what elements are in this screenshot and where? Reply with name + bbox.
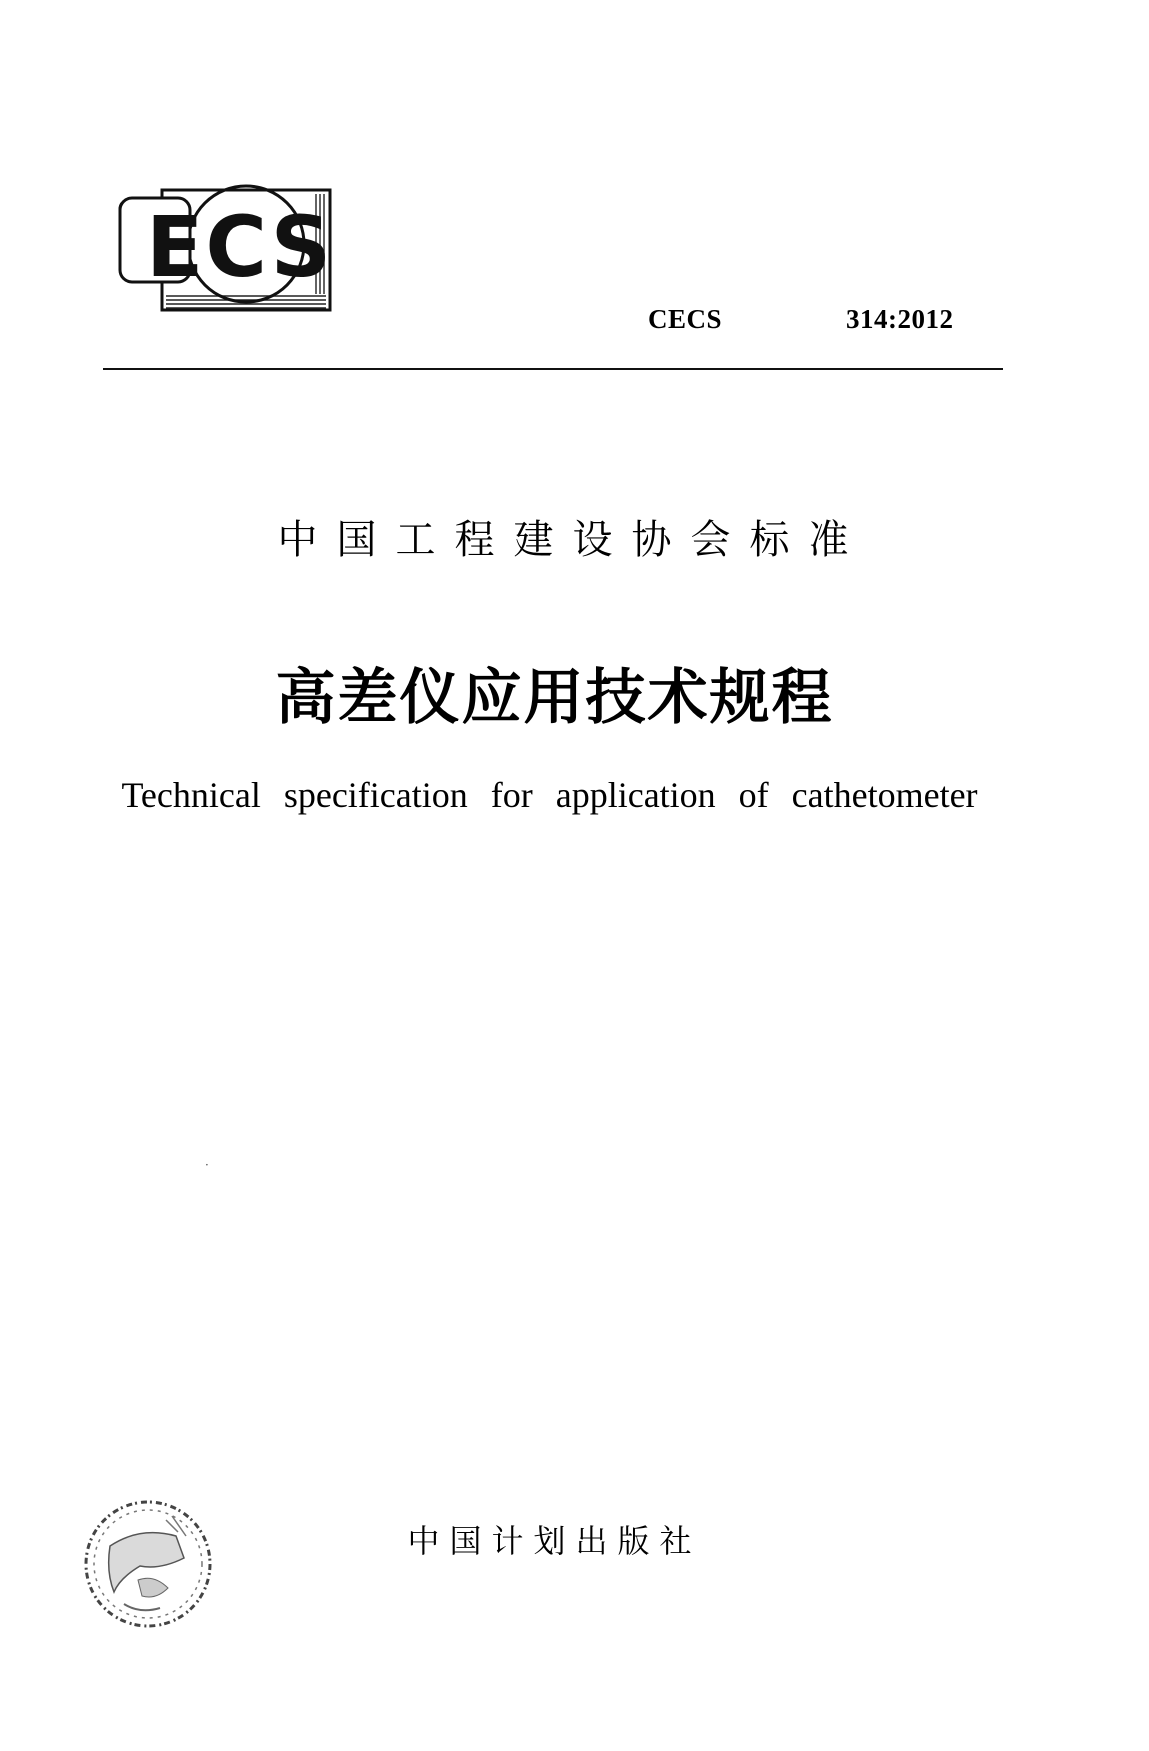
document-title-chinese: 高差仪应用技术规程: [275, 663, 834, 733]
scan-speck: ·: [205, 1158, 209, 1172]
publisher-name: 中国计划出版社: [407, 1522, 702, 1560]
svg-text:ECS: ECS: [146, 198, 334, 296]
header-divider: [103, 368, 1003, 370]
ecs-logo: [118, 184, 374, 324]
standard-number: 314:2012: [846, 304, 954, 334]
organization-line: 中国工程建设协会标准: [277, 517, 868, 563]
standard-prefix: CECS: [648, 304, 723, 334]
document-title-english: Technical specification for application of cathetometer: [121, 775, 978, 815]
